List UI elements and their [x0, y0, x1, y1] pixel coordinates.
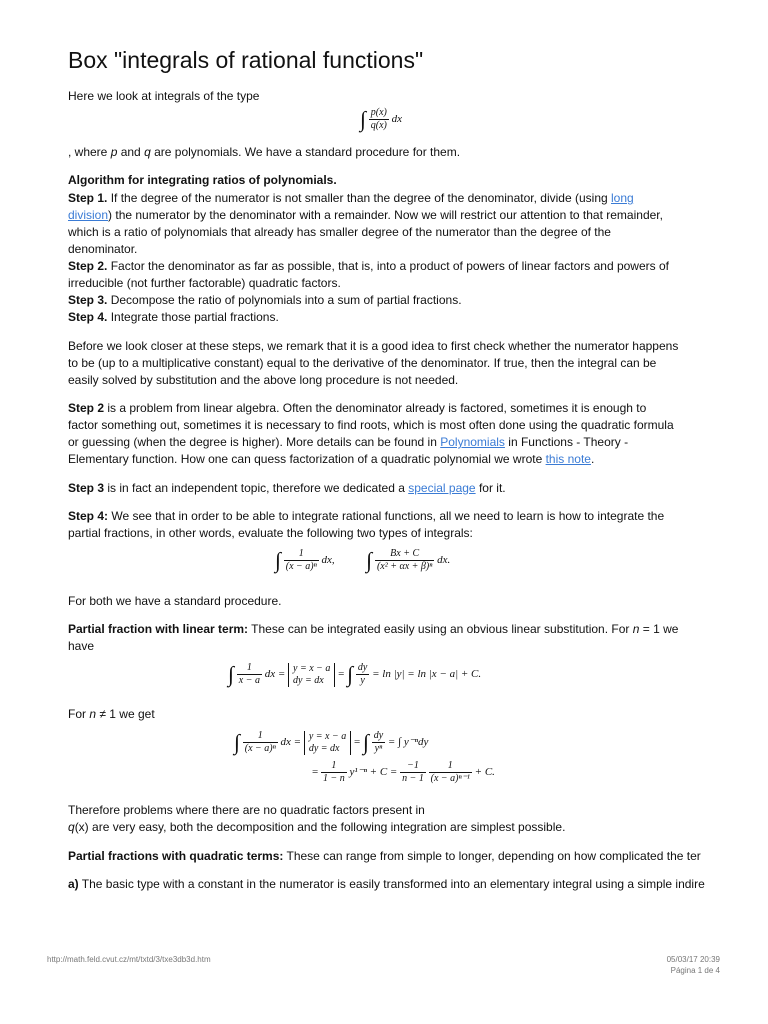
step1-line-1: Step 1. If the degree of the numerator is not smaller than the degree of the denominator, divide (using long: [68, 191, 634, 205]
for-n-line: For n ≠ 1 we get: [68, 707, 155, 721]
two-integrals-formula: ∫ $\frac{1}{\text{(x − a)ⁿ}}$ dx, ∫ $\frac{Bx + C}{\text{(x² + αx + β)ⁿ}}$ dx.: [275, 547, 451, 573]
intro-line-2: , where p and q are polynomials. We have a standard procedure for them.: [68, 145, 461, 159]
linear-line-1: Partial fraction with linear term: These can be integrated easily using an obvious linear substitution. For n = 1 we: [68, 622, 679, 636]
this-note-link[interactable]: this note: [545, 452, 591, 466]
step4-line: Step 4. Integrate those partial fractions.: [68, 310, 279, 324]
before-line-2: to be (up to a multiplicative constant) equal to the derivative of the denominator. If true, then the integral can be: [68, 356, 657, 370]
step4-para-line-2: partial fractions, in other words, evaluate the following two types of integrals:: [68, 526, 473, 540]
step3-para: Step 3 is in fact an independent topic, therefore we dedicated a special page for it.: [68, 481, 506, 495]
step1-line-4: denominator.: [68, 242, 138, 256]
step1-line-3: which is a ratio of polynomials that already has smaller degree of the numerator than the degree of the: [68, 225, 611, 239]
quadratic-line: Partial fractions with quadratic terms: These can range from simple to longer, depending on how complicated the ter: [68, 849, 701, 863]
before-line-1: Before we look closer at these steps, we remark that it is a good idea to first check whether the numerator happens: [68, 339, 679, 353]
therefore-line-2: q(x) are very easy, both the decomposition and the following integration are simplest possible.: [68, 820, 566, 834]
step2-para-line-2: factor something out, sometimes it is necessary to find roots, which is most often done using the quadratic formula: [68, 418, 674, 432]
long-division-link-cont[interactable]: division: [68, 208, 109, 222]
step2-para-line-3: or guessing (when the degree is higher). More details can be found in Polynomials in Functions - Theory -: [68, 435, 629, 449]
footer-date: 05/03/17 20:39: [666, 955, 720, 964]
step3-line: Step 3. Decompose the ratio of polynomials into a sum of partial fractions.: [68, 293, 462, 307]
intro-formula: ∫ $\frac{p(x)}{q(x)}$ dx: [360, 106, 403, 132]
step2-para-line-4: Elementary function. How one can quess factorization of a quadratic polynomial we wrote this note.: [68, 452, 595, 466]
linear-integral-formula: ∫ $\frac{1}{x - a}$ dx = y = x − a dy = dx = ∫ $\frac{dy}{y}$ = ln |y| = ln |x − a| + C.: [228, 661, 482, 687]
page-title: Box "integrals of rational functions": [68, 47, 424, 73]
step2-line-1: Step 2. Factor the denominator as far as possible, that is, into a product of powers of linear factors and powers of: [68, 259, 669, 273]
therefore-line-1: Therefore problems where there are no quadratic factors present in: [68, 803, 425, 817]
both-line: For both we have a standard procedure.: [68, 594, 282, 608]
nonlinear-integral-formula-row2: = $\frac{1}{1 - n}$ y¹⁻ⁿ + C = $\frac{-1}{n - 1}$ $\frac{1}{\text{(x − a)ⁿ⁻¹}}$ + C.: [312, 760, 495, 784]
step2-line-2: irreducible (not further factorable) quadratic factors.: [68, 276, 341, 290]
denominator: q(x): [370, 120, 387, 131]
before-line-3: easily solved by substitution and the above long procedure is not needed.: [68, 373, 459, 387]
footer-url: http://math.feld.cvut.cz/mt/txtd/3/txe3db3d.htm: [47, 955, 211, 964]
footer-page-number: Página 1 de 4: [670, 966, 720, 975]
step4-para-line-1: Step 4: We see that in order to be able to integrate rational functions, all we need to learn is how to integrate the: [68, 509, 665, 523]
linear-line-2: have: [68, 639, 95, 653]
intro-line: Here we look at integrals of the type: [68, 89, 260, 103]
step1-line-2: division) the numerator by the denominator with a remainder. Now we will restrict our attention to that remainder,: [68, 208, 663, 222]
step2-para-line-1: Step 2 is a problem from linear algebra. Often the denominator already is factored, sometimes it is enough to: [68, 401, 647, 415]
special-page-link[interactable]: special page: [408, 481, 476, 495]
differential: dx: [391, 113, 403, 126]
nonlinear-integral-formula-row1: ∫ $\frac{1}{\text{(x − a)ⁿ}}$ dx = y = x − a dy = dx = ∫ $\frac{dy}{\text{yⁿ}}$ = ∫ y⁻ⁿdy: [234, 729, 429, 755]
part-a-line: a) The basic type with a constant in the numerator is easily transformed into an elementary integral using a simple indire: [68, 877, 705, 891]
algorithm-heading: Algorithm for integrating ratios of polynomials.: [68, 173, 337, 187]
document-page: [68, 0, 768, 1024]
long-division-link[interactable]: long: [611, 191, 634, 205]
numerator: p(x): [370, 107, 387, 118]
polynomials-link[interactable]: Polynomials: [440, 435, 505, 449]
